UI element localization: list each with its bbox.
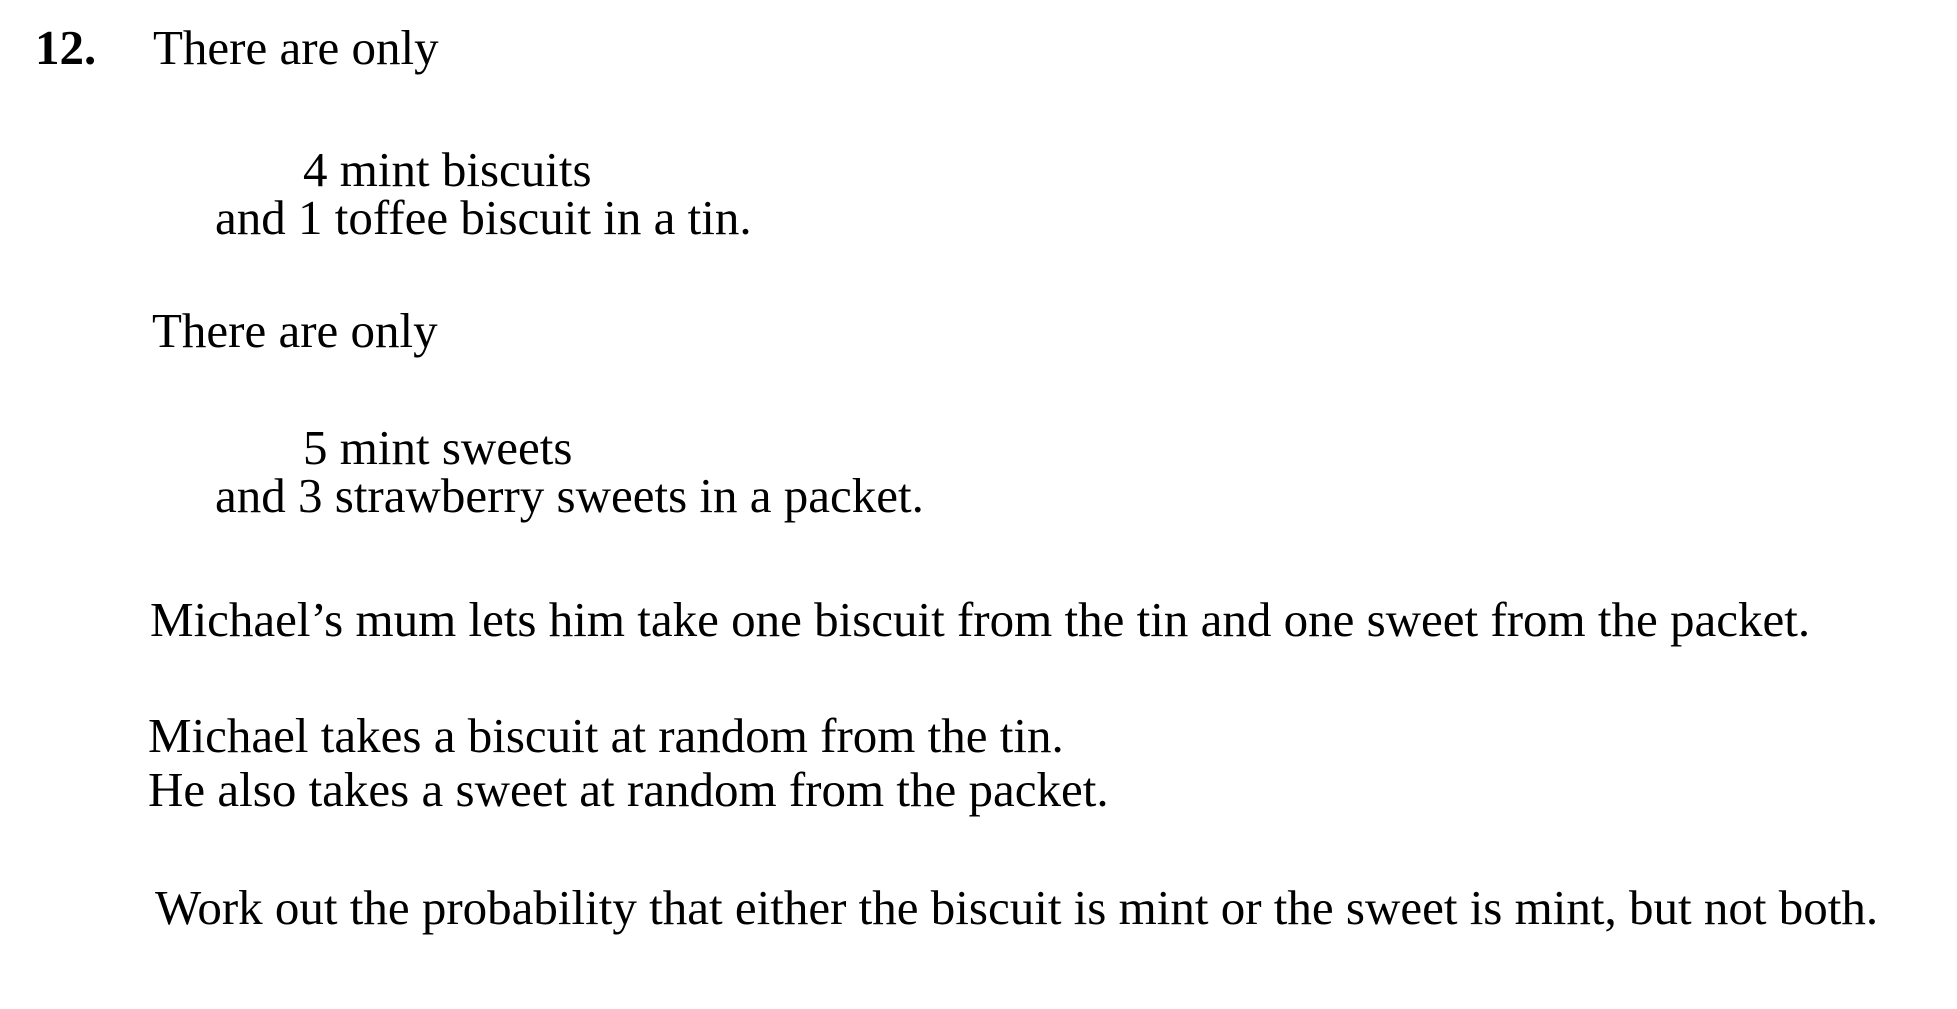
random-selection-line-2: He also takes a sweet at random from the packet. [148,762,1109,817]
intro-text-1: There are only [153,20,439,75]
question-intro-row [35,21,439,75]
sweet-list-line-2: and 3 strawberry sweets in a packet. [215,468,924,523]
sweet-list-line-1: 5 mint sweets [303,420,573,475]
biscuit-list-line-1: 4 mint biscuits [303,142,592,197]
intro-text-2: There are only [152,303,438,358]
random-selection-paragraph [148,709,1109,817]
random-selection-line-1: Michael takes a biscuit at random from the tin. [148,708,1064,763]
context-sentence: Michael’s mum lets him take one biscuit from the tin and one sweet from the packet. [150,592,1811,647]
biscuit-list-line-2: and 1 toffee biscuit in a tin. [215,190,752,245]
question-task-sentence: Work out the probability that either the biscuit is mint or the sweet is mint, but not both. [155,880,1879,935]
question-number: 12. [35,20,97,75]
biscuit-list [215,142,752,245]
sweet-list [215,420,924,523]
